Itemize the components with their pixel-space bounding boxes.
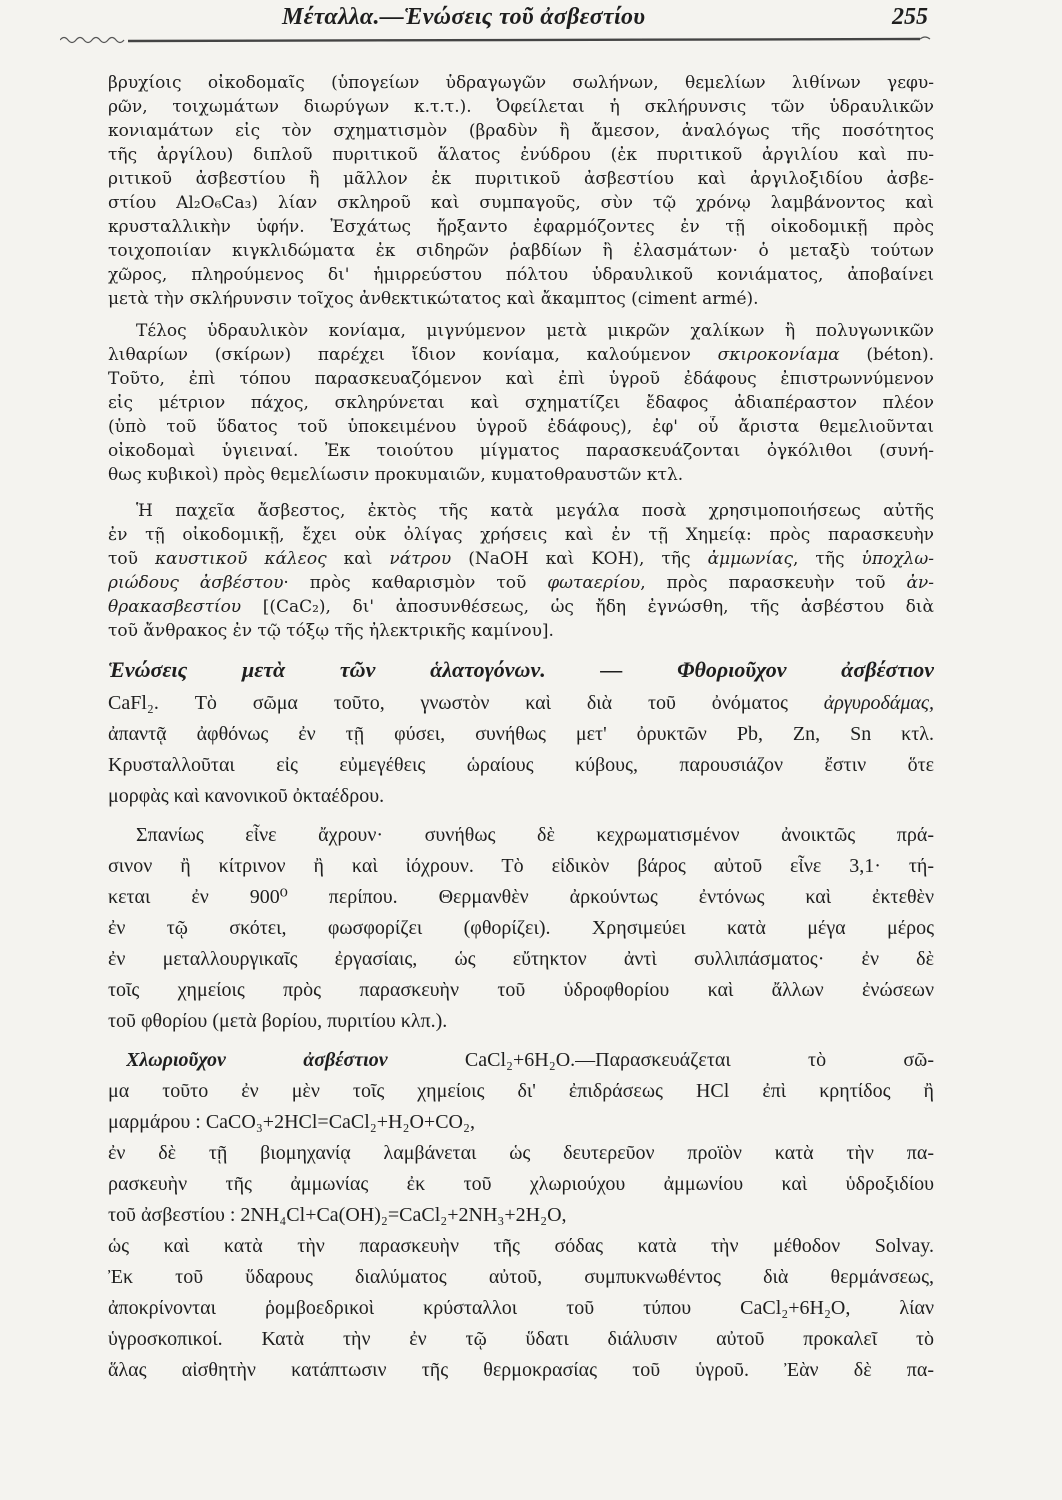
text-line: θως κυβικοὶ) πρὸς θεμελίωσιν προκυμαιῶν, κυματοθραυστῶν κτλ.	[108, 465, 684, 485]
term-calcium-chloride: Χλωριοῦχον ἀσβέστιον	[126, 1049, 388, 1071]
text-line: Τέλος ὑδραυλικὸν κονίαμα, μιγνύμενον μετὰ μικρῶν χαλίκων ἢ πολυγωνικῶν	[136, 321, 934, 341]
page-header	[0, 0, 1062, 60]
text-line: ἀπαντᾷ ἀφθόνως ἐν τῇ φύσει, συνήθως μετ' ὀρυκτῶν Pb, Zn, Sn κτλ.	[108, 723, 934, 745]
running-title: Μέταλλα.—Ἑνώσεις τοῦ ἀσβεστίου	[282, 4, 646, 30]
text-span: καὶ	[326, 549, 390, 569]
text-line: τοῖς χημείοις πρὸς παρασκευὴν τοῦ ὑδροφθορίου καὶ ἄλλων ἐνώσεων	[108, 979, 934, 1001]
text-line: οἰκοδομαὶ ὑγιειναί. Ἐκ τοιούτου μίγματος παρασκευάζονται ὀγκόλιθοι (συνή-	[108, 441, 934, 461]
text-span: (NaOH καὶ KOH), τῆς	[451, 549, 708, 569]
page-number: 255	[892, 4, 928, 30]
text-line: ὑγροσκοπικοί. Κατὰ τὴν ἐν τῷ ὕδατι διάλυσιν αὐτοῦ προκαλεῖ τὸ	[108, 1328, 934, 1350]
text-line: ἐν μεταλλουργικαῖς ἐργασίαις, ὡς εὔτηκτον ἀντὶ συλλιπάσματος· ἐν δὲ	[108, 948, 934, 970]
text-line: τῆς ἀργίλου) διπλοῦ πυριτικοῦ ἅλατος ἐνύδρου (ἐκ πυριτικοῦ ἀργιλίου καὶ πυ-	[108, 145, 934, 165]
term: ἀμμωνίας	[707, 549, 794, 569]
equation-line: τοῦ ἀσβεστίου : 2NH₄Cl+Ca(OH)₂=CaCl₂+2NH₃+2H₂O,	[108, 1204, 567, 1226]
text-line	[108, 344, 934, 366]
text-span: [(CaC₂), δι' ἀποσυνθέσεως, ὡς ἤδη ἐγνώσθη, τῆς ἀσβέστου διὰ	[241, 597, 934, 617]
term: νάτρου	[389, 549, 452, 569]
text-span: λιθαρίων (σκίρων) παρέχει ἴδιον κονίαμα, καλούμενον	[108, 345, 718, 365]
text-line: Ἐκ τοῦ ὕδαρους διαλύματος αὐτοῦ, συμπυκνωθέντος διὰ θερμάνσεως,	[108, 1266, 934, 1288]
text-line: τοῦ φθορίου (μετὰ βορίου, πυριτίου κλπ.).	[108, 1010, 448, 1032]
text-line: ἐν τῇ οἰκοδομικῇ, ἔχει οὐκ ὀλίγας χρήσεις καὶ ἐν τῇ Χημείᾳ: πρὸς παρασκευὴν	[108, 525, 934, 545]
text-line: ἀποκρίνονται ῥομβοεδρικοὶ κρύσταλλοι τοῦ τύπου CaCl₂+6H₂O, λίαν	[108, 1297, 934, 1319]
term: ὑποχλω-	[861, 549, 934, 569]
text-line: ὡς καὶ κατὰ τὴν παρασκευὴν τῆς σόδας κατὰ τὴν μέθοδον Solvay.	[108, 1235, 934, 1257]
text-line: κονιαμάτων εἰς τὸν σχηματισμὸν (βραδὺν ἢ ἄμεσον, ἀναλόγως τῆς ποσότητος	[108, 121, 934, 141]
text-line: ἅλας αἰσθητὴν κατάπτωσιν τῆς θερμοκρασίας τοῦ ὑγροῦ. Ἐὰν δὲ πα-	[108, 1359, 934, 1381]
text-line: μετὰ τὴν σκλήρυνσιν τοῖχος ἀνθεκτικώτατος καὶ ἄκαμπτος (ciment armé).	[108, 289, 759, 309]
text-line: χῶρος, πληρούμενος δι' ἡμιρρεύστου πόλτου ὑδραυλικοῦ κονιάματος, ἀποβαίνει	[108, 265, 934, 285]
text-line: Τοῦτο, ἐπὶ τόπου παρασκευαζόμενον καὶ ἐπὶ ὑγροῦ ἐδάφους ἐπιστρωννύμενον	[108, 369, 934, 389]
text-line: μορφὰς καὶ κανονικοῦ ὀκταέδρου.	[108, 785, 385, 807]
text-line: ρασκευὴν τῆς ἀμμωνίας ἐκ τοῦ χλωριούχου ἀμμωνίου καὶ ὑδροξιδίου	[108, 1173, 934, 1195]
text-line: εἰς μέτριον πάχος, σκληρύνεται καὶ σχηματίζει ἔδαφος ἀδιαπέραστον πλέον	[108, 393, 934, 413]
text-line: σινον ἢ κίτρινον ἢ καὶ ἰόχρουν. Τὸ εἰδικὸν βάρος αὐτοῦ εἶνε 3,1· τή-	[108, 855, 934, 877]
text-span: , πρὸς παρασκευὴν τοῦ	[640, 573, 907, 593]
text-line: ριτικοῦ ἀσβεστίου ἢ μᾶλλον ἐκ πυριτικοῦ ἀσβεστίου καὶ ἀργιλοξιδίου ἀσβε-	[108, 169, 934, 189]
text-line	[108, 572, 934, 594]
text-line: ἐν δὲ τῇ βιομηχανίᾳ λαμβάνεται ὡς δευτερεῦον προϊὸν κατὰ τὴν πα-	[108, 1142, 934, 1164]
text-line: τοιχοποιίαν κιγκλιδώματα ἐκ σιδηρῶν ῥαβδίων ἢ ἐλασμάτων· ὁ μεταξὺ τούτων	[108, 241, 934, 261]
text-line: βρυχίοις οἰκοδομαῖς (ὑπογείων ὑδραγωγῶν σωλήνων, θεμελίων λιθίνων γεφυ-	[108, 73, 934, 93]
term: ριώδους ἀσβέστου	[108, 573, 284, 593]
text-span: CaFl₂. Τὸ σῶμα τοῦτο, γνωστὸν καὶ διὰ τοῦ ὀνόματος	[108, 692, 824, 714]
text-line: μα τοῦτο ἐν μὲν τοῖς χημείοις δι' ἐπιδράσεως HCl ἐπὶ κρητίδος ἢ	[108, 1080, 934, 1102]
text-span: CaCl₂+6H₂O.—Παρασκευάζεται τὸ σῶ-	[387, 1049, 934, 1071]
section-heading: Ἑνώσεις μετὰ τῶν ἁλατογόνων. — Φθοριοῦχον ἀσβέστιον	[108, 657, 934, 682]
text-line: (ὑπὸ τοῦ ὕδατος τοῦ ὑποκειμένου ὑγροῦ ἐδάφους), ἐφ' οὗ ἄριστα θεμελιοῦνται	[108, 417, 934, 437]
text-line: ἐν τῷ σκότει, φωσφορίζει (φθορίζει). Χρησιμεύει κατὰ μέγα μέρος	[108, 917, 934, 939]
text-line: Κρυσταλλοῦται εἰς εὐμεγέθεις ὡραίους κύβους, παρουσιάζον ἔστιν ὅτε	[108, 754, 934, 776]
text-span: τοῦ	[108, 549, 155, 569]
header-rule-ornament	[60, 34, 940, 48]
term: ἀν-	[906, 573, 934, 593]
term: ἀργυροδάμας,	[823, 692, 934, 714]
text-line: κεται ἐν 900⁰ περίπου. Θερμανθὲν ἀρκούντως ἐντόνως καὶ ἐκτεθὲν	[108, 886, 934, 908]
text-span: · πρὸς καθαρισμὸν τοῦ	[283, 573, 548, 593]
text-span: , τῆς	[793, 549, 862, 569]
term: θρακασβεστίου	[108, 597, 242, 617]
text-line: κρυσταλλικὴν ὑφήν. Ἐσχάτως ἤρξαντο ἐφαρμόζοντες ἐν τῇ οἰκοδομικῇ πρὸς	[108, 217, 934, 237]
text-line: στίου Al₂O₆Ca₃) λίαν σκληροῦ καὶ συμπαγοῦς, σὺν τῷ χρόνῳ λαμβάνοντος καὶ	[108, 193, 934, 213]
text-line	[108, 596, 934, 618]
text-line: ρῶν, τοιχωμάτων διωρύγων κ.τ.τ.). Ὀφείλεται ἡ σκλήρυνσις τῶν ὑδραυλικῶν	[108, 97, 934, 117]
equation-line: μαρμάρου : CaCO₃+2HCl=CaCl₂+H₂O+CO₂,	[108, 1111, 475, 1133]
text-line: Σπανίως εἶνε ἄχρουν· συνήθως δὲ κεχρωματισμένον ἀνοικτῶς πρά-	[136, 824, 934, 846]
text-line	[108, 548, 934, 570]
term: καυστικοῦ κάλεος	[154, 549, 327, 569]
text-line: τοῦ ἄνθρακος ἐν τῷ τόξῳ τῆς ἠλεκτρικῆς καμίνου].	[108, 621, 554, 641]
text-line	[126, 1047, 934, 1074]
text-span: (béton).	[839, 345, 934, 365]
term-betonskiro: σκιροκονίαμα	[717, 345, 840, 365]
term: φωταερίου	[547, 573, 641, 593]
text-line	[108, 690, 934, 717]
text-line: Ἡ παχεῖα ἄσβεστος, ἐκτὸς τῆς κατὰ μεγάλα ποσὰ χρησιμοποιήσεως αὐτῆς	[136, 501, 934, 521]
